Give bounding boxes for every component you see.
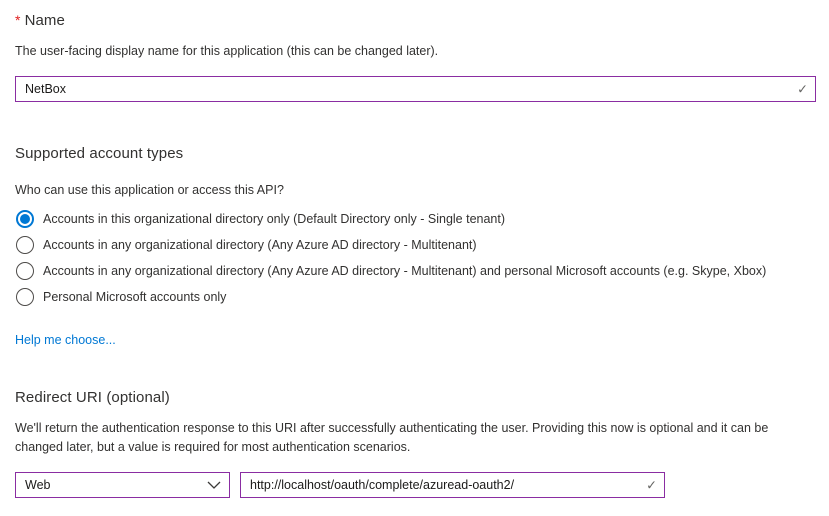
name-title-text: Name: [24, 12, 65, 29]
radio-personal-only[interactable]: [15, 284, 816, 310]
radio-multitenant[interactable]: [15, 232, 816, 258]
redirect-uri-section: [15, 389, 816, 498]
redirect-uri-input-wrap: [240, 472, 665, 498]
redirect-uri-description: We'll return the authentication response to this URI after successfully authenticating the user. Providing this now is optional and it can be changed later, but a value is required for most authentication scenarios.: [15, 421, 769, 454]
name-input[interactable]: [16, 77, 815, 101]
account-type-radio-group: [15, 206, 816, 310]
name-input-wrap: [15, 76, 816, 102]
platform-select-dropdown[interactable]: [15, 472, 230, 498]
name-section: [15, 12, 816, 102]
valid-check-icon: ✓: [646, 477, 657, 493]
redirect-uri-title: Redirect URI (optional): [15, 389, 170, 406]
radio-button-icon[interactable]: [16, 210, 34, 228]
chevron-down-icon: [207, 481, 221, 490]
required-asterisk: *: [15, 12, 21, 28]
platform-select-value: Web: [25, 478, 51, 492]
redirect-uri-input[interactable]: [241, 473, 664, 497]
name-description: The user-facing display name for this application (this can be changed later).: [15, 44, 439, 58]
redirect-uri-controls: [15, 472, 816, 498]
help-me-choose-link[interactable]: Help me choose...: [15, 333, 116, 347]
radio-label: Accounts in any organizational directory (Any Azure AD directory - Multitenant) and personal Microsoft accounts (e.g. Skype, Xbox): [43, 264, 767, 278]
radio-label: Accounts in any organizational directory (Any Azure AD directory - Multitenant): [43, 238, 477, 252]
supported-account-types-section: [15, 145, 816, 349]
radio-multitenant-personal[interactable]: [15, 258, 816, 284]
radio-button-icon[interactable]: [16, 288, 34, 306]
account-types-question: Who can use this application or access this API?: [15, 183, 284, 197]
radio-label: Accounts in this organizational directory only (Default Directory only - Single tenant): [43, 212, 506, 226]
radio-single-tenant[interactable]: [15, 206, 816, 232]
valid-check-icon: ✓: [797, 81, 808, 97]
name-section-title: [15, 12, 816, 29]
radio-label: Personal Microsoft accounts only: [43, 290, 227, 304]
radio-button-icon[interactable]: [16, 262, 34, 280]
account-types-title: Supported account types: [15, 145, 184, 162]
radio-button-icon[interactable]: [16, 236, 34, 254]
